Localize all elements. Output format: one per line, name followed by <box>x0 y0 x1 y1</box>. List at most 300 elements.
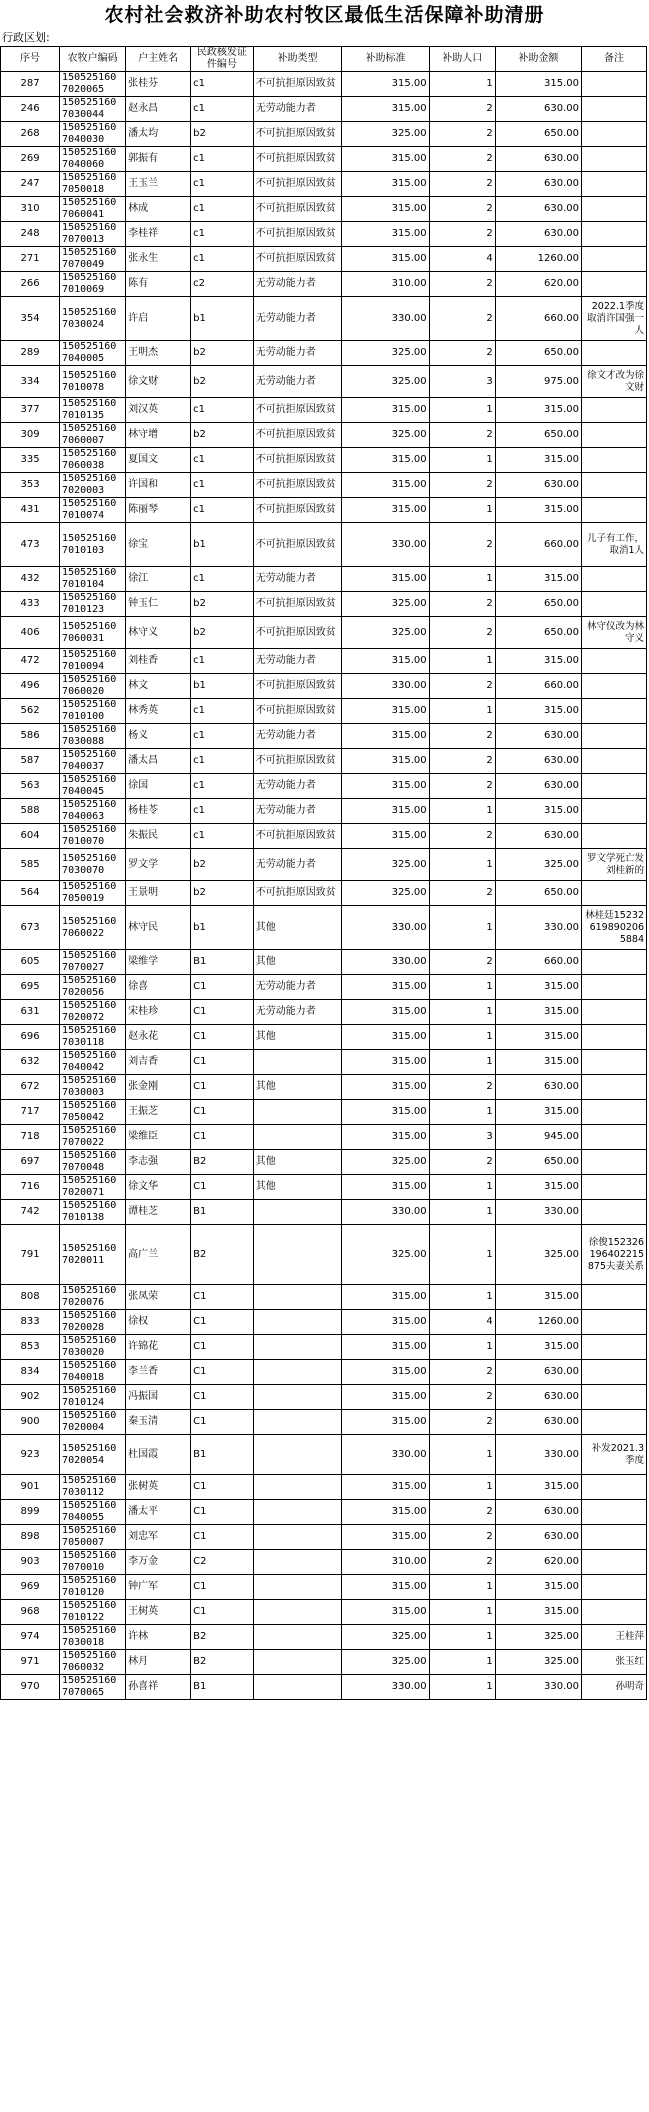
cell-type: 其他 <box>253 950 342 975</box>
cell-name: 李万金 <box>126 1550 191 1575</box>
table-row <box>1 1435 647 1475</box>
cell-amount: 330.00 <box>495 1435 581 1475</box>
cell-population: 2 <box>429 1500 495 1525</box>
col-header-name: 户主姓名 <box>126 47 191 72</box>
cell-population: 2 <box>429 197 495 222</box>
cell-cert: B1 <box>191 1675 254 1700</box>
cell-cert: b1 <box>191 523 254 567</box>
cell-name: 李桂祥 <box>126 222 191 247</box>
cell-remark: 孙明奇 <box>581 1675 646 1700</box>
cell-cert: c1 <box>191 147 254 172</box>
cell-standard: 315.00 <box>342 1075 429 1100</box>
cell-population: 1 <box>429 699 495 724</box>
cell-name: 谭桂芝 <box>126 1200 191 1225</box>
cell-remark <box>581 1500 646 1525</box>
cell-name: 宋桂珍 <box>126 1000 191 1025</box>
cell-cert: B2 <box>191 1225 254 1285</box>
cell-cert: C1 <box>191 1500 254 1525</box>
cell-type <box>253 1385 342 1410</box>
cell-code: 150525160 7010124 <box>60 1385 126 1410</box>
table-row <box>1 473 647 498</box>
cell-amount: 315.00 <box>495 398 581 423</box>
cell-population: 1 <box>429 799 495 824</box>
table-row <box>1 197 647 222</box>
cell-amount: 630.00 <box>495 1500 581 1525</box>
cell-standard: 325.00 <box>342 849 429 881</box>
cell-population: 2 <box>429 1525 495 1550</box>
cell-amount: 315.00 <box>495 498 581 523</box>
cell-population: 2 <box>429 592 495 617</box>
table-row <box>1 222 647 247</box>
cell-population: 1 <box>429 1025 495 1050</box>
cell-code: 150525160 7010104 <box>60 567 126 592</box>
cell-remark <box>581 1025 646 1050</box>
cell-amount: 315.00 <box>495 1025 581 1050</box>
cell-seq: 248 <box>1 222 60 247</box>
cell-code: 150525160 7030020 <box>60 1335 126 1360</box>
cell-standard: 315.00 <box>342 448 429 473</box>
cell-remark: 2022.1季度取消许国强一人 <box>581 297 646 341</box>
cell-name: 李兰香 <box>126 1360 191 1385</box>
cell-seq: 309 <box>1 423 60 448</box>
cell-standard: 315.00 <box>342 1050 429 1075</box>
cell-standard: 330.00 <box>342 906 429 950</box>
cell-population: 1 <box>429 1000 495 1025</box>
table-row <box>1 1550 647 1575</box>
cell-remark <box>581 147 646 172</box>
cell-seq: 974 <box>1 1625 60 1650</box>
cell-seq: 672 <box>1 1075 60 1100</box>
cell-cert: b2 <box>191 341 254 366</box>
table-row <box>1 674 647 699</box>
cell-cert: c1 <box>191 749 254 774</box>
cell-name: 林成 <box>126 197 191 222</box>
cell-standard: 315.00 <box>342 197 429 222</box>
cell-seq: 247 <box>1 172 60 197</box>
cell-population: 1 <box>429 1335 495 1360</box>
cell-cert: c1 <box>191 222 254 247</box>
cell-seq: 968 <box>1 1600 60 1625</box>
cell-standard: 330.00 <box>342 1675 429 1700</box>
cell-code: 150525160 7020076 <box>60 1285 126 1310</box>
cell-name: 梁维臣 <box>126 1125 191 1150</box>
table-row <box>1 272 647 297</box>
cell-code: 150525160 7010100 <box>60 699 126 724</box>
cell-type: 其他 <box>253 1075 342 1100</box>
table-row <box>1 1075 647 1100</box>
cell-remark <box>581 1410 646 1435</box>
cell-standard: 315.00 <box>342 649 429 674</box>
cell-seq: 902 <box>1 1385 60 1410</box>
cell-name: 秦玉清 <box>126 1410 191 1435</box>
cell-seq: 271 <box>1 247 60 272</box>
cell-amount: 315.00 <box>495 1100 581 1125</box>
table-row <box>1 724 647 749</box>
cell-amount: 315.00 <box>495 1050 581 1075</box>
cell-cert: b1 <box>191 297 254 341</box>
cell-seq: 899 <box>1 1500 60 1525</box>
cell-population: 2 <box>429 473 495 498</box>
cell-standard: 330.00 <box>342 674 429 699</box>
cell-cert: C1 <box>191 1285 254 1310</box>
cell-seq: 631 <box>1 1000 60 1025</box>
cell-population: 1 <box>429 398 495 423</box>
cell-cert: C1 <box>191 1385 254 1410</box>
cell-population: 2 <box>429 122 495 147</box>
cell-remark <box>581 1050 646 1075</box>
cell-cert: C1 <box>191 1335 254 1360</box>
cell-amount: 315.00 <box>495 1285 581 1310</box>
table-row <box>1 881 647 906</box>
cell-population: 2 <box>429 674 495 699</box>
cell-population: 1 <box>429 1675 495 1700</box>
cell-type: 不可抗拒原因致贫 <box>253 617 342 649</box>
cell-seq: 604 <box>1 824 60 849</box>
cell-name: 高广兰 <box>126 1225 191 1285</box>
cell-type: 无劳动能力者 <box>253 272 342 297</box>
cell-code: 150525160 7030003 <box>60 1075 126 1100</box>
cell-name: 林守义 <box>126 617 191 649</box>
cell-cert: b1 <box>191 906 254 950</box>
cell-seq: 716 <box>1 1175 60 1200</box>
cell-amount: 315.00 <box>495 799 581 824</box>
cell-amount: 620.00 <box>495 272 581 297</box>
cell-amount: 315.00 <box>495 1175 581 1200</box>
cell-cert: b2 <box>191 423 254 448</box>
cell-name: 刘汉英 <box>126 398 191 423</box>
cell-cert: c1 <box>191 724 254 749</box>
cell-cert: b2 <box>191 849 254 881</box>
cell-code: 150525160 7060020 <box>60 674 126 699</box>
cell-type: 无劳动能力者 <box>253 1000 342 1025</box>
cell-standard: 315.00 <box>342 1500 429 1525</box>
cell-seq: 923 <box>1 1435 60 1475</box>
cell-type: 其他 <box>253 1150 342 1175</box>
cell-seq: 433 <box>1 592 60 617</box>
cell-code: 150525160 7070048 <box>60 1150 126 1175</box>
cell-amount: 630.00 <box>495 1075 581 1100</box>
cell-amount: 325.00 <box>495 849 581 881</box>
col-header-population: 补助人口 <box>429 47 495 72</box>
cell-remark <box>581 1525 646 1550</box>
cell-standard: 325.00 <box>342 341 429 366</box>
cell-standard: 330.00 <box>342 523 429 567</box>
cell-population: 3 <box>429 366 495 398</box>
cell-cert: c1 <box>191 72 254 97</box>
cell-cert: B2 <box>191 1650 254 1675</box>
cell-population: 2 <box>429 523 495 567</box>
cell-code: 150525160 7050007 <box>60 1525 126 1550</box>
cell-seq: 673 <box>1 906 60 950</box>
cell-standard: 315.00 <box>342 1525 429 1550</box>
cell-population: 4 <box>429 247 495 272</box>
cell-type <box>253 1475 342 1500</box>
cell-remark <box>581 592 646 617</box>
cell-amount: 315.00 <box>495 567 581 592</box>
cell-seq: 268 <box>1 122 60 147</box>
cell-remark <box>581 1000 646 1025</box>
cell-name: 张凤荣 <box>126 1285 191 1310</box>
cell-standard: 315.00 <box>342 147 429 172</box>
cell-cert: C1 <box>191 1310 254 1335</box>
cell-name: 王振芝 <box>126 1100 191 1125</box>
cell-name: 赵永花 <box>126 1025 191 1050</box>
table-row <box>1 1575 647 1600</box>
cell-code: 150525160 7030044 <box>60 97 126 122</box>
cell-amount: 315.00 <box>495 975 581 1000</box>
cell-cert: b2 <box>191 617 254 649</box>
cell-seq: 588 <box>1 799 60 824</box>
cell-amount: 325.00 <box>495 1625 581 1650</box>
table-row <box>1 1285 647 1310</box>
cell-code: 150525160 7010135 <box>60 398 126 423</box>
cell-type <box>253 1410 342 1435</box>
cell-population: 2 <box>429 1410 495 1435</box>
cell-code: 150525160 7040055 <box>60 1500 126 1525</box>
table-row <box>1 906 647 950</box>
cell-seq: 969 <box>1 1575 60 1600</box>
cell-name: 徐江 <box>126 567 191 592</box>
cell-name: 冯振国 <box>126 1385 191 1410</box>
cell-population: 2 <box>429 297 495 341</box>
cell-name: 林月 <box>126 1650 191 1675</box>
cell-name: 郭振有 <box>126 147 191 172</box>
cell-cert: c1 <box>191 473 254 498</box>
cell-cert: C1 <box>191 975 254 1000</box>
cell-code: 150525160 7010070 <box>60 824 126 849</box>
cell-name: 林守增 <box>126 423 191 448</box>
cell-type: 不可抗拒原因致贫 <box>253 749 342 774</box>
cell-name: 许锦花 <box>126 1335 191 1360</box>
col-header-remark: 备注 <box>581 47 646 72</box>
cell-type <box>253 1335 342 1360</box>
cell-code: 150525160 7030024 <box>60 297 126 341</box>
cell-cert: C1 <box>191 1575 254 1600</box>
cell-population: 3 <box>429 1125 495 1150</box>
cell-name: 潘太昌 <box>126 749 191 774</box>
cell-standard: 315.00 <box>342 1385 429 1410</box>
cell-remark <box>581 1100 646 1125</box>
cell-type: 其他 <box>253 1175 342 1200</box>
table-row <box>1 1410 647 1435</box>
cell-cert: c1 <box>191 498 254 523</box>
cell-type: 其他 <box>253 1025 342 1050</box>
cell-seq: 496 <box>1 674 60 699</box>
cell-seq: 695 <box>1 975 60 1000</box>
cell-name: 刘忠军 <box>126 1525 191 1550</box>
cell-amount: 660.00 <box>495 674 581 699</box>
cell-type: 无劳动能力者 <box>253 341 342 366</box>
cell-standard: 325.00 <box>342 1150 429 1175</box>
cell-amount: 630.00 <box>495 1525 581 1550</box>
table-row <box>1 147 647 172</box>
cell-standard: 315.00 <box>342 824 429 849</box>
table-row <box>1 975 647 1000</box>
table-row <box>1 699 647 724</box>
cell-cert: B1 <box>191 1435 254 1475</box>
cell-population: 1 <box>429 1650 495 1675</box>
cell-population: 2 <box>429 950 495 975</box>
cell-cert: c1 <box>191 172 254 197</box>
cell-code: 150525160 7050042 <box>60 1100 126 1125</box>
cell-type: 不可抗拒原因致贫 <box>253 147 342 172</box>
cell-code: 150525160 7070065 <box>60 1675 126 1700</box>
cell-code: 150525160 7010094 <box>60 649 126 674</box>
cell-population: 2 <box>429 617 495 649</box>
cell-seq: 287 <box>1 72 60 97</box>
col-header-type: 补助类型 <box>253 47 342 72</box>
cell-standard: 315.00 <box>342 1600 429 1625</box>
cell-name: 陈有 <box>126 272 191 297</box>
cell-code: 150525160 7020028 <box>60 1310 126 1335</box>
cell-remark: 王桂萍 <box>581 1625 646 1650</box>
table-row <box>1 749 647 774</box>
cell-cert: C1 <box>191 1075 254 1100</box>
cell-population: 2 <box>429 724 495 749</box>
cell-type: 不可抗拒原因致贫 <box>253 247 342 272</box>
cell-type: 无劳动能力者 <box>253 774 342 799</box>
table-row <box>1 1200 647 1225</box>
cell-standard: 315.00 <box>342 72 429 97</box>
cell-standard: 330.00 <box>342 1200 429 1225</box>
cell-remark: 张玉红 <box>581 1650 646 1675</box>
cell-type: 不可抗拒原因致贫 <box>253 592 342 617</box>
cell-name: 徐文华 <box>126 1175 191 1200</box>
cell-population: 1 <box>429 1100 495 1125</box>
cell-cert: c1 <box>191 398 254 423</box>
cell-cert: C1 <box>191 1025 254 1050</box>
cell-code: 150525160 7070013 <box>60 222 126 247</box>
cell-name: 许林 <box>126 1625 191 1650</box>
table-row <box>1 1310 647 1335</box>
cell-remark <box>581 674 646 699</box>
cell-amount: 650.00 <box>495 1150 581 1175</box>
cell-remark <box>581 222 646 247</box>
cell-name: 杨义 <box>126 724 191 749</box>
cell-remark <box>581 1310 646 1335</box>
cell-name: 夏国文 <box>126 448 191 473</box>
table-row <box>1 1000 647 1025</box>
cell-remark <box>581 247 646 272</box>
cell-amount: 330.00 <box>495 1675 581 1700</box>
cell-standard: 315.00 <box>342 1125 429 1150</box>
cell-type: 其他 <box>253 906 342 950</box>
cell-type: 不可抗拒原因致贫 <box>253 498 342 523</box>
cell-remark <box>581 1360 646 1385</box>
cell-seq: 310 <box>1 197 60 222</box>
table-row <box>1 297 647 341</box>
col-header-code: 农牧户编码 <box>60 47 126 72</box>
cell-standard: 315.00 <box>342 799 429 824</box>
cell-type: 无劳动能力者 <box>253 975 342 1000</box>
cell-name: 张金刚 <box>126 1075 191 1100</box>
table-row <box>1 1150 647 1175</box>
cell-remark <box>581 1075 646 1100</box>
cell-seq: 898 <box>1 1525 60 1550</box>
cell-amount: 630.00 <box>495 172 581 197</box>
cell-amount: 315.00 <box>495 649 581 674</box>
cell-standard: 325.00 <box>342 122 429 147</box>
cell-code: 150525160 7060031 <box>60 617 126 649</box>
cell-type: 不可抗拒原因致贫 <box>253 72 342 97</box>
cell-standard: 315.00 <box>342 172 429 197</box>
cell-name: 林秀英 <box>126 699 191 724</box>
table-row <box>1 366 647 398</box>
cell-code: 150525160 7040030 <box>60 122 126 147</box>
table-row <box>1 1525 647 1550</box>
cell-standard: 315.00 <box>342 97 429 122</box>
cell-standard: 315.00 <box>342 1285 429 1310</box>
cell-code: 150525160 7010122 <box>60 1600 126 1625</box>
table-body <box>1 72 647 1700</box>
table-row <box>1 1125 647 1150</box>
cell-code: 150525160 7050018 <box>60 172 126 197</box>
table-row <box>1 122 647 147</box>
cell-remark <box>581 498 646 523</box>
cell-code: 150525160 7060022 <box>60 906 126 950</box>
cell-seq: 335 <box>1 448 60 473</box>
cell-standard: 325.00 <box>342 366 429 398</box>
cell-standard: 315.00 <box>342 498 429 523</box>
cell-amount: 325.00 <box>495 1225 581 1285</box>
cell-type <box>253 1500 342 1525</box>
cell-name: 林文 <box>126 674 191 699</box>
cell-remark: 徐文才改为徐文财 <box>581 366 646 398</box>
cell-cert: c1 <box>191 247 254 272</box>
cell-remark <box>581 1475 646 1500</box>
cell-type <box>253 1575 342 1600</box>
cell-standard: 315.00 <box>342 1475 429 1500</box>
cell-amount: 315.00 <box>495 448 581 473</box>
cell-cert: C1 <box>191 1360 254 1385</box>
cell-code: 150525160 7020054 <box>60 1435 126 1475</box>
cell-code: 150525160 7060007 <box>60 423 126 448</box>
cell-standard: 315.00 <box>342 222 429 247</box>
cell-remark: 徐俊152326196402215875夫妻关系 <box>581 1225 646 1285</box>
cell-type <box>253 1050 342 1075</box>
cell-remark <box>581 122 646 147</box>
cell-code: 150525160 7010069 <box>60 272 126 297</box>
cell-remark: 儿子有工作，取消1人 <box>581 523 646 567</box>
cell-type: 无劳动能力者 <box>253 724 342 749</box>
cell-standard: 325.00 <box>342 423 429 448</box>
cell-amount: 660.00 <box>495 950 581 975</box>
cell-name: 梁维学 <box>126 950 191 975</box>
cell-population: 2 <box>429 341 495 366</box>
cell-code: 150525160 7020011 <box>60 1225 126 1285</box>
cell-code: 150525160 7010123 <box>60 592 126 617</box>
cell-code: 150525160 7020072 <box>60 1000 126 1025</box>
cell-cert: b2 <box>191 122 254 147</box>
cell-cert: C1 <box>191 1100 254 1125</box>
cell-standard: 315.00 <box>342 398 429 423</box>
cell-cert: b2 <box>191 881 254 906</box>
cell-name: 陈丽琴 <box>126 498 191 523</box>
cell-code: 150525160 7010103 <box>60 523 126 567</box>
cell-seq: 718 <box>1 1125 60 1150</box>
cell-name: 徐宝 <box>126 523 191 567</box>
table-row <box>1 1600 647 1625</box>
cell-amount: 650.00 <box>495 617 581 649</box>
cell-type: 不可抗拒原因致贫 <box>253 222 342 247</box>
cell-standard: 315.00 <box>342 1310 429 1335</box>
cell-type: 不可抗拒原因致贫 <box>253 448 342 473</box>
cell-population: 1 <box>429 906 495 950</box>
cell-code: 150525160 7010120 <box>60 1575 126 1600</box>
cell-population: 1 <box>429 448 495 473</box>
table-row <box>1 592 647 617</box>
cell-name: 张树英 <box>126 1475 191 1500</box>
